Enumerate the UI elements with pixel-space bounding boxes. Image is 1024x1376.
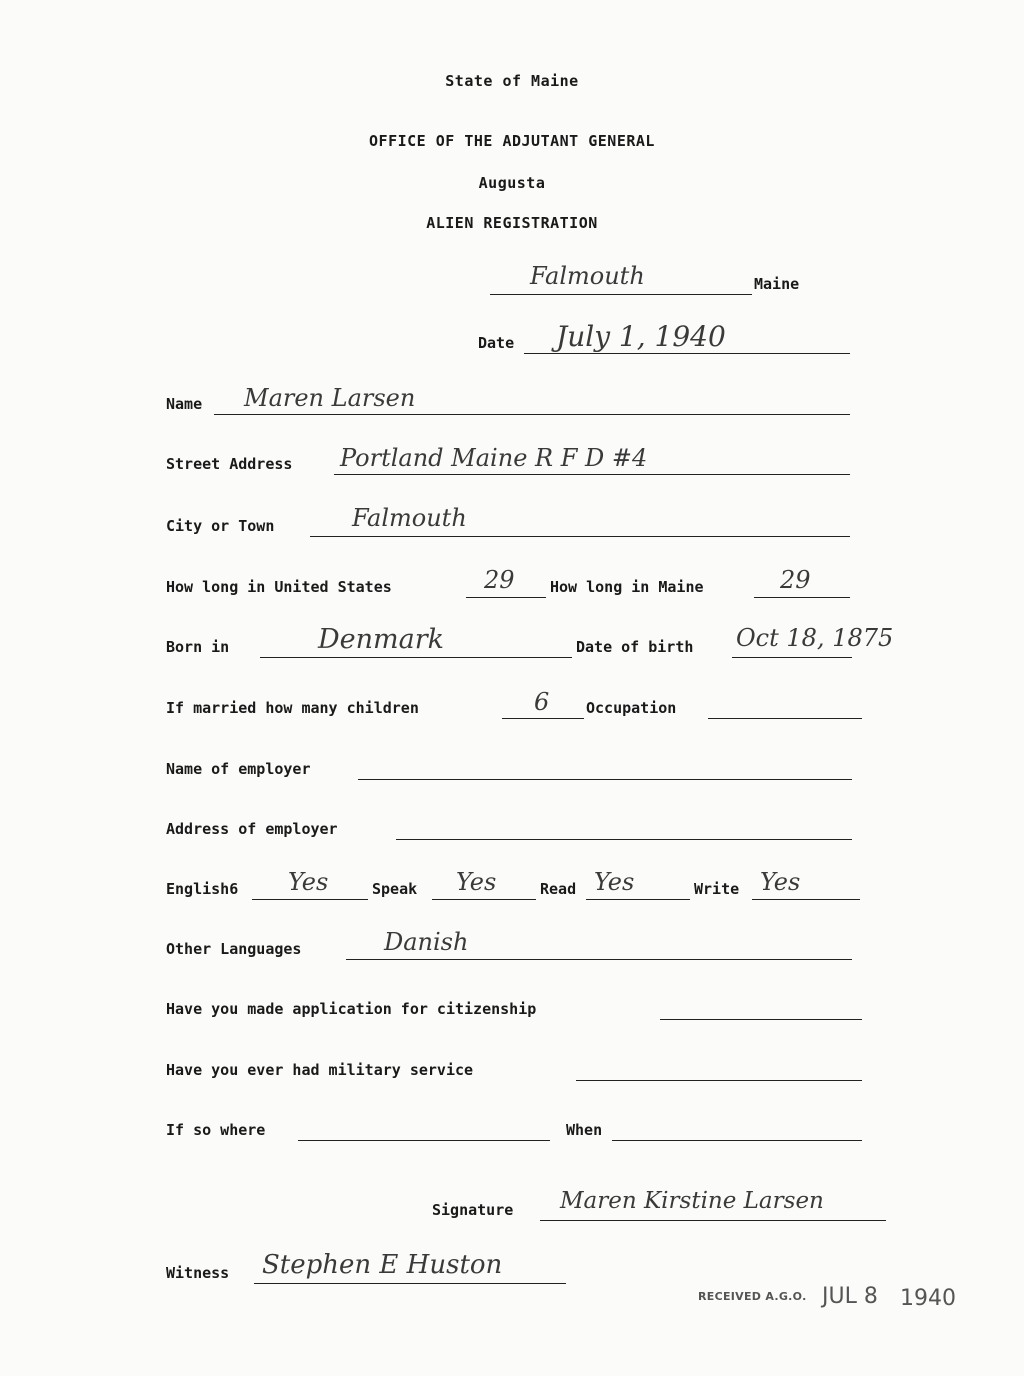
born-in-label: Born in (166, 638, 230, 656)
witness-value: Stephen E Huston (262, 1250, 503, 1280)
how-long-maine-value: 29 (780, 566, 811, 594)
witness-label: Witness (166, 1264, 230, 1282)
english-line (252, 899, 368, 900)
signature-line (540, 1220, 886, 1221)
city-or-town-line (310, 536, 850, 537)
born-in-line (260, 657, 572, 658)
employer-name-label: Name of employer (166, 760, 311, 778)
city-or-town-value: Falmouth (352, 504, 467, 532)
city-heading: Augusta (478, 174, 546, 192)
name-value: Maren Larsen (244, 384, 416, 412)
date-value: July 1, 1940 (556, 320, 726, 353)
if-so-where-label: If so where (166, 1121, 266, 1139)
street-address-line (334, 474, 850, 475)
how-long-us-label: How long in United States (166, 578, 392, 596)
read-label: Read (540, 880, 577, 898)
if-so-where-line (298, 1140, 550, 1141)
born-in-value: Denmark (318, 624, 444, 655)
date-of-birth-label: Date of birth (576, 638, 694, 656)
how-long-us-value: 29 (484, 566, 515, 594)
other-languages-value: Danish (384, 928, 469, 956)
speak-line (432, 899, 536, 900)
street-address-value: Portland Maine R F D #4 (340, 444, 648, 472)
form-title: ALIEN REGISTRATION (426, 214, 598, 232)
write-value: Yes (760, 868, 801, 896)
office-heading: OFFICE OF THE ADJUTANT GENERAL (369, 132, 655, 150)
received-stamp-date: JUL 8 (822, 1284, 878, 1309)
citizenship-line (660, 1019, 862, 1020)
place-value: Falmouth (530, 262, 645, 290)
how-long-maine-label: How long in Maine (550, 578, 704, 596)
city-or-town-label: City or Town (166, 517, 275, 535)
other-languages-line (346, 959, 852, 960)
when-label: When (566, 1121, 603, 1139)
received-stamp-year: 1940 (900, 1286, 956, 1311)
english-value: Yes (288, 868, 329, 896)
place-line (490, 294, 752, 295)
date-label: Date (478, 334, 515, 352)
read-value: Yes (594, 868, 635, 896)
name-label: Name (166, 395, 203, 413)
military-line (576, 1080, 862, 1081)
speak-value: Yes (456, 868, 497, 896)
occupation-label: Occupation (586, 699, 677, 717)
other-languages-label: Other Languages (166, 940, 302, 958)
how-long-us-line (466, 597, 546, 598)
english-label: English6 (166, 880, 239, 898)
received-stamp-label: RECEIVED A.G.O. (698, 1290, 807, 1303)
occupation-line (708, 718, 862, 719)
employer-name-line (358, 779, 852, 780)
name-line (214, 414, 850, 415)
employer-address-label: Address of employer (166, 820, 338, 838)
speak-label: Speak (372, 880, 418, 898)
write-label: Write (694, 880, 740, 898)
date-line (524, 353, 850, 354)
how-long-maine-line (754, 597, 850, 598)
date-of-birth-line (732, 657, 852, 658)
military-label: Have you ever had military service (166, 1061, 474, 1079)
employer-address-line (396, 839, 852, 840)
citizenship-label: Have you made application for citizenship (166, 1000, 537, 1018)
state-heading: State of Maine (445, 72, 579, 90)
place-label: Maine (754, 275, 800, 293)
date-of-birth-value: Oct 18, 1875 (736, 624, 894, 652)
children-line (502, 718, 584, 719)
when-line (612, 1140, 862, 1141)
children-label: If married how many children (166, 699, 419, 717)
children-value: 6 (534, 688, 550, 716)
witness-line (254, 1283, 566, 1284)
signature-label: Signature (432, 1201, 514, 1219)
write-line (752, 899, 860, 900)
signature-value: Maren Kirstine Larsen (560, 1188, 824, 1214)
street-address-label: Street Address (166, 455, 293, 473)
read-line (586, 899, 690, 900)
